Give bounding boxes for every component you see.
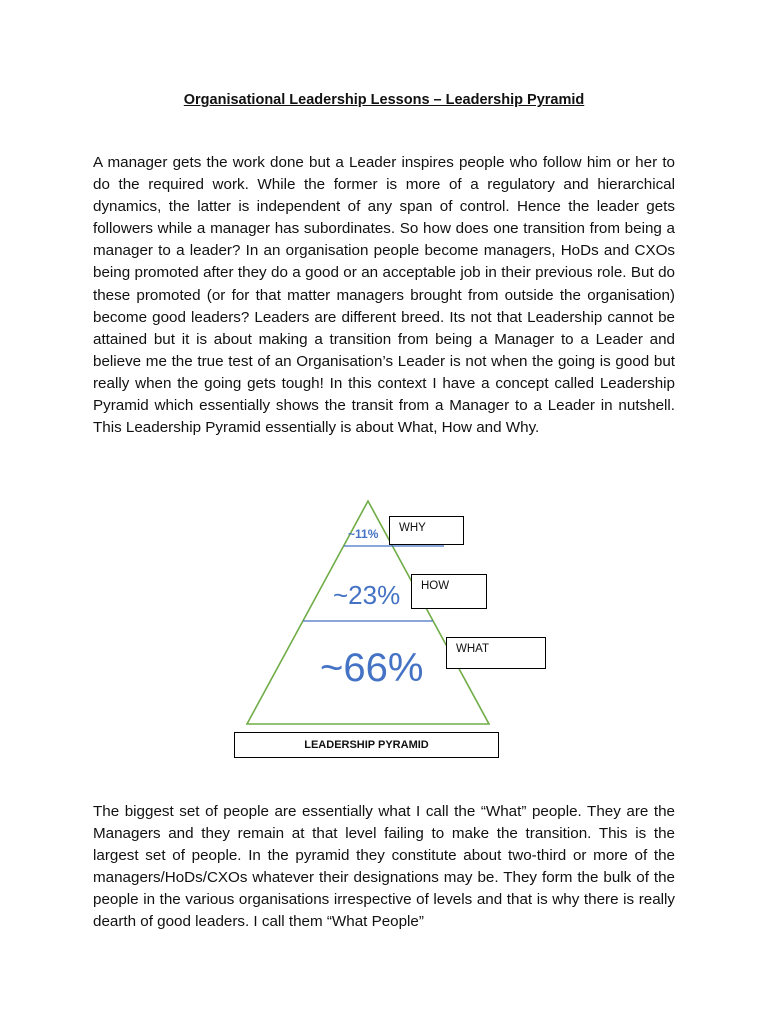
level-box-why: WHY [389, 516, 464, 545]
leadership-pyramid-figure [0, 490, 768, 770]
page-title: Organisational Leadership Lessons – Leadership Pyramid [183, 92, 585, 108]
level-box-how: HOW [411, 574, 487, 609]
percent-label-how: ~23% [333, 580, 401, 610]
paragraph-what-people: The biggest set of people are essentially what I call the “What” people. They are the Managers and they remain at that level failing to make the transition. This is the largest set of people. In the pyramid they constitute about two-third or more of the managers/HoDs/CXOs whatever their designations may be. They form the bulk of the people in the various organisations irrespective of levels and that is why there is really dearth of good leaders. I call them “What People” [93, 803, 675, 931]
paragraph-intro: A manager gets the work done but a Leader inspires people who follow him or her to do the required work. While the former is more of a regulatory and hierarchical dynamics, the latter is independent of any span of control. Hence the leader gets followers while a manager has subordinates. So how does one transition from being a manager to a leader? In an organisation people become managers, HoDs and CXOs being promoted after they do a good or an acceptable job in their previous role. But do these promoted (or for that matter managers brought from outside the organisation) become good leaders? Leaders are different breed. Its not that Leadership cannot be attained but it is about making a transition from being a Manager to a Leader and believe me the true test of an Organisation’s Leader is not when the going is good but really when the going gets tough! In this context I have a concept called Leadership Pyramid which essentially shows the transit from a Manager to a Leader in nutshell. This Leadership Pyramid essentially is about What, How and Why. [93, 154, 675, 437]
percent-label-what: ~66% [320, 646, 424, 690]
pyramid-diagram [0, 490, 768, 770]
level-box-what: WHAT [446, 637, 546, 669]
percent-label-why: ~11% [348, 527, 379, 541]
pyramid-caption: LEADERSHIP PYRAMID [234, 732, 499, 758]
